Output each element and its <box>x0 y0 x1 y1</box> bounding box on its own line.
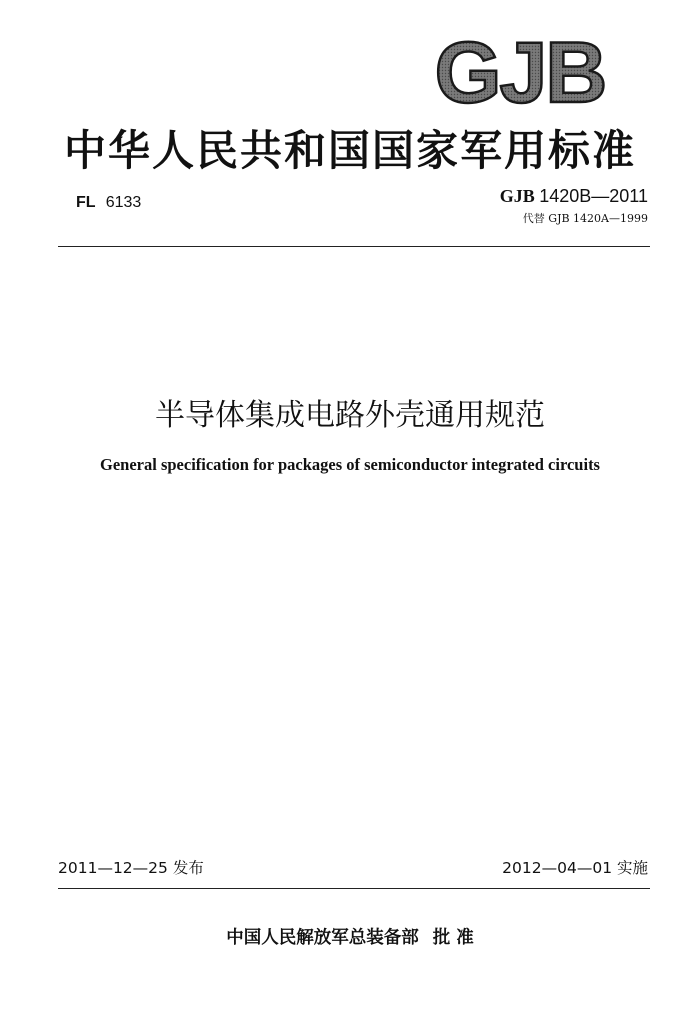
issuing-body-title: 中华人民共和国国家军用标准 <box>63 126 636 175</box>
standard-number <box>500 186 648 207</box>
gjb-logo <box>420 30 620 110</box>
issue-date: 2011—12—25 发布 <box>58 859 204 877</box>
implementation-date: 2012—04—01 实施 <box>502 859 648 877</box>
gjb-logo-graphic <box>420 30 620 110</box>
top-divider <box>58 246 650 247</box>
document-title-english: General specification for packages of semiconductor integrated circuits <box>100 455 600 474</box>
approving-authority: 中国人民解放军总装备部 <box>226 928 419 948</box>
bottom-divider <box>58 888 650 889</box>
classification-code <box>76 194 141 212</box>
classification-label: FL <box>76 194 96 211</box>
replaces-note: 代替 GJB 1420A—1999 <box>522 212 648 225</box>
approval-line <box>0 924 700 949</box>
approval-label: 批 准 <box>432 928 474 948</box>
classification-number: 6133 <box>105 194 142 211</box>
standard-prefix: GJB <box>499 186 535 206</box>
svg-text:GJB: GJB <box>434 30 606 110</box>
document-title-chinese: 半导体集成电路外壳通用规范 <box>155 398 545 433</box>
standard-number-value: 1420B—2011 <box>539 186 648 206</box>
